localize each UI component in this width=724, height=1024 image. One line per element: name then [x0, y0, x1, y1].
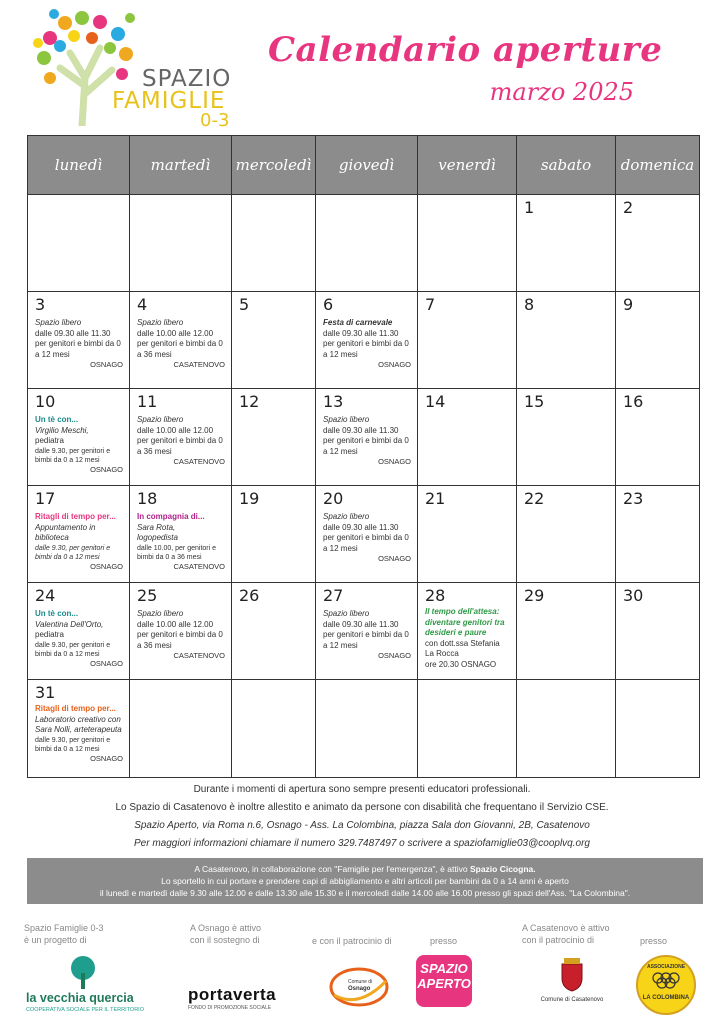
event-guest-role: pediatra — [35, 630, 64, 640]
cicogna-line1 — [27, 863, 703, 875]
logo-word-age: 0-3 — [200, 110, 230, 131]
day-cell — [418, 195, 517, 292]
day-cell — [130, 486, 232, 583]
event-guest: Virgilio Meschi, — [35, 425, 89, 435]
day-number: 17 — [35, 489, 56, 508]
comune-osnago-logo — [328, 965, 390, 1009]
la-colombina-logo — [636, 955, 696, 1015]
day-cell — [232, 680, 316, 777]
footer-patronage-label: e con il patrocinio di — [312, 936, 392, 946]
day-number: 1 — [524, 198, 535, 217]
day-number: 23 — [623, 489, 644, 508]
casatenovo-name: Comune di Casatenovo — [540, 997, 604, 1003]
day-cell — [616, 292, 699, 389]
footer-casatenovo-active: A Casatenovo è attivo — [522, 923, 610, 933]
info-cse: Lo Spazio di Casatenovo è inoltre allestito e animato da persone con disabilità che frequentano il Servizio CSE. — [115, 802, 609, 813]
calendar-week — [28, 389, 699, 486]
colombina-name: LA COLOMBINA — [642, 995, 690, 1001]
day-number: 14 — [425, 392, 446, 411]
logo-word-famiglie: FAMIGLIE — [112, 88, 226, 114]
day-number: 4 — [137, 295, 148, 314]
day-number: 15 — [524, 392, 545, 411]
day-number: 7 — [425, 295, 436, 314]
event — [137, 415, 225, 468]
day-number: 12 — [239, 392, 260, 411]
event — [137, 609, 225, 662]
day-cell — [28, 680, 130, 777]
logo-word-spazio: SPAZIO — [142, 66, 232, 92]
footer-osnago-support: con il sostegno di — [190, 935, 260, 945]
event-details: dalle 09.30 alle 11.30 per genitori e bimbi da 0 a 12 mesi — [323, 522, 409, 553]
day-cell — [418, 389, 517, 486]
event-details: dalle 9.30, per genitori e bimbi da 0 a 12 mesi — [35, 641, 111, 658]
weekday-wed: mercoledì — [232, 136, 316, 195]
event-title: Il tempo dell'attesa: diventare genitori tra desideri e paure — [425, 607, 505, 638]
day-cell — [232, 195, 316, 292]
tree-icon — [68, 955, 98, 989]
event — [35, 415, 123, 475]
event-title: Spazio libero — [137, 415, 184, 424]
event — [35, 609, 123, 669]
event-title: Un tè con... — [35, 609, 79, 618]
day-cell — [517, 292, 616, 389]
day-cell — [232, 389, 316, 486]
event-place: CASATENOVO — [173, 360, 225, 370]
day-cell — [616, 583, 699, 680]
olympic-rings-icon — [651, 970, 681, 990]
weekday-mon: lunedì — [28, 136, 130, 195]
calendar-week — [28, 680, 699, 777]
day-cell — [316, 389, 418, 486]
event — [323, 318, 411, 371]
cicogna-line3: il lunedì e martedì dalle 9.30 alle 12.00 e dalle 13.30 alle 15.30 e il mercoledì dalle 14.00 alle 16.00 presso gli spazi dell'Ass. "La Colombina". — [99, 888, 631, 898]
event-place: OSNAGO — [378, 554, 411, 564]
info-addresses: Spazio Aperto, via Roma n.6, Osnago - Ass. La Colombina, piazza Sala don Giovanni, 2B, Casatenovo — [134, 820, 590, 831]
day-cell — [232, 486, 316, 583]
event — [137, 512, 225, 572]
day-cell — [130, 389, 232, 486]
event-details: dalle 10.00 alle 12.00 per genitori e bimbi da 0 a 36 mesi — [137, 619, 223, 650]
event-place: OSNAGO — [378, 457, 411, 467]
day-number: 30 — [623, 586, 644, 605]
vecchia-quercia-tagline: COOPERATIVA SOCIALE PER IL TERRITORIO — [26, 1007, 144, 1013]
footer-casatenovo-label — [522, 922, 610, 946]
event-subtitle: Appuntamento in biblioteca — [35, 522, 96, 543]
day-cell — [418, 583, 517, 680]
day-cell — [418, 680, 517, 777]
footer-project-label — [24, 922, 104, 946]
spazio-aperto-word1: SPAZIO — [420, 961, 468, 976]
footer-osnago-label — [190, 922, 261, 946]
weekday-sat: sabato — [517, 136, 616, 195]
day-cell — [28, 389, 130, 486]
day-cell — [316, 486, 418, 583]
weekday-fri: venerdì — [418, 136, 517, 195]
day-number: 25 — [137, 586, 158, 605]
day-cell — [616, 486, 699, 583]
event-place: OSNAGO — [90, 561, 123, 571]
event-title: Spazio libero — [137, 318, 184, 327]
event-title: Spazio libero — [137, 609, 184, 618]
day-cell — [28, 583, 130, 680]
event — [35, 318, 123, 371]
event-place: OSNAGO — [378, 360, 411, 370]
day-cell — [316, 195, 418, 292]
day-cell — [517, 195, 616, 292]
event-details: dalle 9.30, per genitori e bimbi da 0 a 12 mesi — [35, 736, 111, 753]
event-details: dalle 10.00 alle 12.00 per genitori e bimbi da 0 a 36 mesi — [137, 328, 223, 359]
day-number: 9 — [623, 295, 634, 314]
footer-presso-label: presso — [430, 936, 458, 946]
day-number: 21 — [425, 489, 446, 508]
event-details: dalle 9.30, per genitori e bimbi da 0 a 12 mesi — [35, 447, 111, 464]
cicogna-line2: Lo sportello in cui portare e prendere capi di abbigliamento e altri articoli per bambini da 0 a 14 anni è aperto — [161, 876, 569, 886]
event-title: Spazio libero — [323, 609, 370, 618]
day-cell — [616, 195, 699, 292]
calendar-week — [28, 195, 699, 292]
day-cell — [232, 292, 316, 389]
day-number: 11 — [137, 392, 158, 411]
event-title: Ritagli di tempo per... — [35, 512, 116, 521]
day-number: 29 — [524, 586, 545, 605]
event-guest: con dott.ssa Stefania La Rocca — [425, 638, 500, 659]
event — [323, 415, 411, 468]
event — [137, 318, 225, 371]
event — [323, 512, 411, 565]
event-place: OSNAGO — [90, 464, 123, 474]
event-details: dalle 09.30 alle 11.30 per genitori e bimbi da 0 a 12 mesi — [323, 425, 409, 456]
event-details: dalle 9.30, per genitori e bimbi da 0 a 12 mesi — [35, 544, 111, 561]
event-title: Spazio libero — [35, 318, 82, 327]
event — [425, 607, 510, 671]
calendar-week — [28, 583, 699, 680]
day-number: 8 — [524, 295, 535, 314]
event-guest: Valentina Dell'Orto, — [35, 619, 104, 629]
event-subtitle: Laboratorio creativo con Sara Nolli, arteterapeuta — [35, 714, 122, 735]
event-details: dalle 09.30 alle 11.30 per genitori e bimbi da 0 a 12 mesi — [323, 328, 409, 359]
event — [35, 704, 123, 764]
comune-casatenovo-logo — [532, 958, 612, 1018]
portaverta-logo — [188, 985, 308, 1015]
osnago-comune-label: Comune di — [348, 979, 373, 985]
calendar-week — [28, 292, 699, 389]
day-number: 31 — [35, 683, 56, 702]
event-place: OSNAGO — [90, 658, 123, 668]
info-educators: Durante i momenti di apertura sono sempre presenti educatori professionali. — [193, 784, 531, 795]
day-number: 5 — [239, 295, 250, 314]
cicogna-name: Spazio Cicogna. — [469, 864, 536, 874]
day-cell — [517, 583, 616, 680]
spazio-cicogna-box — [27, 858, 703, 904]
event — [323, 609, 411, 662]
day-cell — [130, 292, 232, 389]
vecchia-quercia-logo — [24, 955, 144, 1015]
day-cell — [517, 680, 616, 777]
day-number: 13 — [323, 392, 344, 411]
day-number: 22 — [524, 489, 545, 508]
event-place: CASATENOVO — [173, 457, 225, 467]
day-number: 26 — [239, 586, 260, 605]
day-number: 27 — [323, 586, 344, 605]
weekday-sun: domenica — [616, 136, 699, 195]
event-guest: Sara Rota, — [137, 522, 176, 532]
event-title: Spazio libero — [323, 512, 370, 521]
footer-project-name: Spazio Famiglie 0-3 — [24, 923, 104, 933]
weekday-header — [28, 136, 699, 195]
osnago-name: Osnago — [348, 986, 371, 992]
day-cell — [616, 680, 699, 777]
spazio-aperto-logo — [416, 955, 472, 1007]
day-cell — [316, 292, 418, 389]
day-cell — [232, 583, 316, 680]
day-cell — [28, 486, 130, 583]
day-number: 10 — [35, 392, 56, 411]
day-number: 3 — [35, 295, 46, 314]
day-cell — [130, 195, 232, 292]
info-contacts: Per maggiori informazioni chiamare il numero 329.7487497 o scrivere a spaziofamiglie03@cooplvq.org — [134, 838, 590, 849]
day-cell — [418, 486, 517, 583]
day-cell — [130, 583, 232, 680]
event-time-place: ore 20.30 OSNAGO — [425, 659, 497, 669]
event — [35, 512, 123, 572]
event-details: dalle 09.30 alle 11.30 per genitori e bimbi da 0 a 12 mesi — [35, 328, 121, 359]
event-place: OSNAGO — [90, 753, 123, 763]
calendar-week — [28, 486, 699, 583]
footer-presso2-label: presso — [640, 936, 668, 946]
day-number: 6 — [323, 295, 334, 314]
event-title: Spazio libero — [323, 415, 370, 424]
day-number: 2 — [623, 198, 634, 217]
page-subtitle: marzo 2025 — [489, 78, 634, 106]
day-number: 19 — [239, 489, 260, 508]
cicogna-intro: A Casatenovo, in collaborazione con "Famiglie per l'emergenza", è attivo — [194, 864, 470, 874]
event-title: In compagnia di... — [137, 512, 205, 521]
portaverta-tagline: FONDO DI PROMOZIONE SOCIALE — [188, 1005, 272, 1011]
spazio-aperto-word2: APERTO — [417, 976, 471, 991]
weekday-tue: martedì — [130, 136, 232, 195]
event-guest-role: pediatra — [35, 436, 64, 446]
event-title: Festa di carnevale — [323, 318, 393, 327]
spazio-famiglie-logo — [30, 8, 240, 131]
event-details: dalle 09.30 alle 11.30 per genitori e bimbi da 0 a 12 mesi — [323, 619, 409, 650]
event-place: CASATENOVO — [173, 651, 225, 661]
day-cell — [517, 486, 616, 583]
day-cell — [316, 583, 418, 680]
day-cell — [517, 389, 616, 486]
footer-casatenovo-patronage: con il patrocinio di — [522, 935, 595, 945]
day-number: 20 — [323, 489, 344, 508]
event-place: OSNAGO — [378, 651, 411, 661]
colombina-assoc: ASSOCIAZIONE — [646, 964, 686, 970]
calendar-grid — [27, 135, 700, 778]
footer-osnago-active: A Osnago è attivo — [190, 923, 262, 933]
page-title: Calendario aperture — [268, 30, 663, 70]
event-place: OSNAGO — [90, 360, 123, 370]
day-cell — [616, 389, 699, 486]
portaverta-name: portaverta — [188, 985, 277, 1004]
day-cell — [130, 680, 232, 777]
vecchia-quercia-name: la vecchia quercia — [26, 991, 134, 1005]
day-cell — [28, 195, 130, 292]
day-number: 18 — [137, 489, 158, 508]
day-number: 28 — [425, 586, 446, 605]
event-guest-role: logopedista — [137, 533, 178, 543]
day-number: 24 — [35, 586, 56, 605]
event-title: Un tè con... — [35, 415, 79, 424]
day-number: 16 — [623, 392, 644, 411]
day-cell — [418, 292, 517, 389]
footer-project-of: è un progetto di — [24, 935, 87, 945]
event-place: CASATENOVO — [173, 561, 225, 571]
day-cell — [28, 292, 130, 389]
event-details: dalle 10.00, per genitori e bimbi da 0 a 36 mesi — [137, 544, 216, 561]
event-details: dalle 10.00 alle 12.00 per genitori e bimbi da 0 a 36 mesi — [137, 425, 223, 456]
coat-of-arms-icon — [560, 958, 584, 992]
event-title: Ritagli di tempo per... — [35, 704, 116, 713]
day-cell — [316, 680, 418, 777]
weekday-thu: giovedì — [316, 136, 418, 195]
